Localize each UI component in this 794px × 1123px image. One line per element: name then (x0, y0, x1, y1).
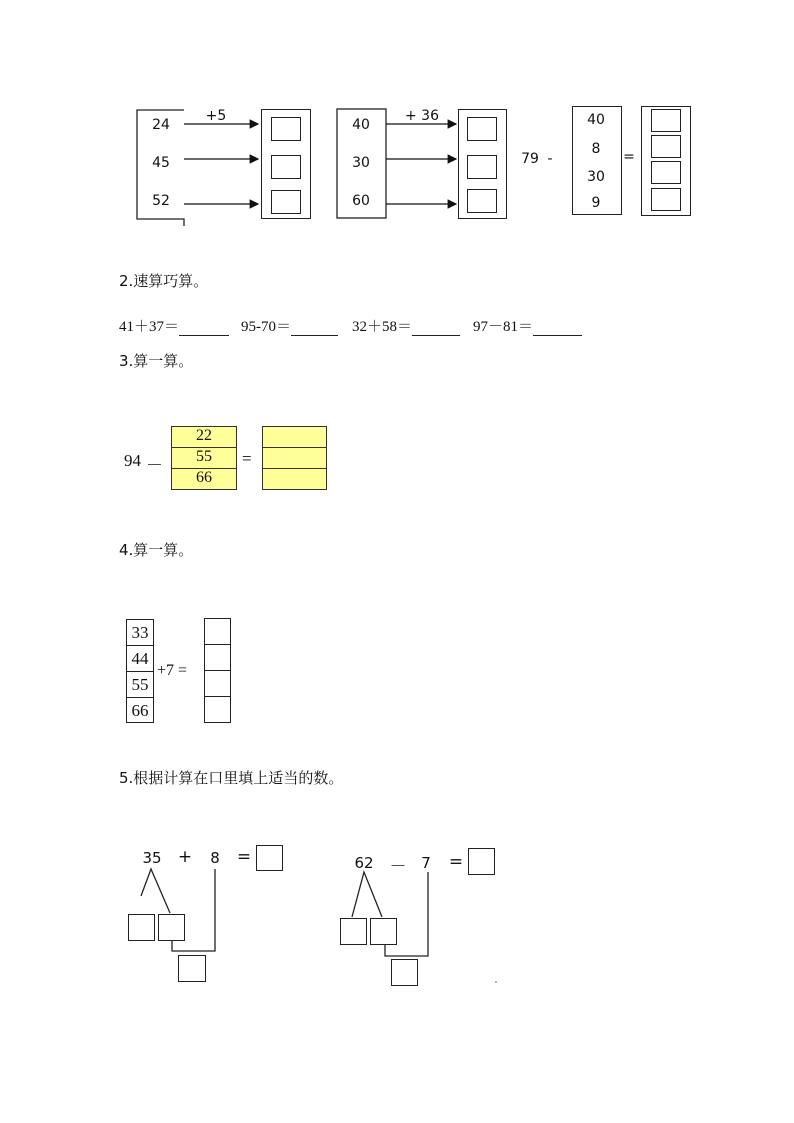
q3-value-cell: 55 (171, 447, 237, 469)
sub-minuend: 79 (521, 151, 539, 167)
sub-subtrahend: 8 (591, 141, 601, 157)
q5-right-subtrahend: 7 (421, 854, 431, 872)
q3-minus-sign: － (146, 456, 163, 475)
sub-subtrahend: 9 (591, 195, 601, 211)
add36-input: 60 (352, 193, 370, 209)
q5-right-minuend: 62 (354, 854, 374, 872)
q4-value-cell: 66 (126, 697, 154, 723)
answer-box[interactable] (340, 918, 367, 945)
answer-box[interactable] (158, 914, 185, 941)
q5-right-operator: － (389, 857, 407, 877)
add5-input: 45 (152, 155, 170, 171)
q5-left-operator: + (177, 847, 193, 867)
q4-operator: +7 = (157, 662, 188, 679)
sub-subtrahend: 40 (587, 112, 605, 128)
add36-operator: + 36 (405, 108, 439, 124)
sub-equals-sign: = (623, 149, 635, 165)
answer-box[interactable] (391, 959, 418, 986)
answer-box[interactable] (468, 848, 495, 875)
add5-operator: +5 (205, 108, 227, 124)
q2-expression: 32＋58＝ (352, 319, 413, 335)
q3-equals-sign: = (242, 449, 252, 468)
q4-value-cell: 55 (126, 671, 154, 698)
answer-box[interactable] (128, 914, 155, 941)
add36-input: 30 (352, 155, 370, 171)
q5-left-equals: = (236, 847, 252, 867)
sub-subtrahend: 30 (587, 169, 605, 185)
q2-expression: 95-70＝ (241, 319, 291, 335)
q5-heading: 5.根据计算在口里填上适当的数。 (119, 769, 344, 787)
q2-expression: 97－81＝ (473, 319, 534, 335)
q2-heading: 2.速算巧算。 (119, 272, 209, 290)
q4-value-cell: 44 (126, 645, 154, 672)
answer-box[interactable] (178, 955, 206, 982)
q4-value-cell: 33 (126, 619, 154, 646)
q5-left-addend: 35 (142, 849, 162, 867)
q3-heading: 3.算一算。 (119, 352, 194, 370)
sub-minus-sign: - (547, 151, 553, 167)
add36-input: 40 (352, 117, 370, 133)
q3-value-cell: 22 (171, 426, 237, 448)
q4-heading: 4.算一算。 (119, 541, 194, 559)
answer-box[interactable] (370, 918, 397, 945)
q5-left-addend: 8 (210, 849, 220, 867)
q2-expression: 41＋37＝ (119, 319, 180, 335)
answer-box[interactable] (256, 845, 283, 871)
q5-right-equals: = (448, 852, 464, 872)
q3-value-cell: 66 (171, 468, 237, 490)
add5-input: 52 (152, 193, 170, 209)
q3-minuend: 94 (124, 451, 141, 470)
add5-input: 24 (152, 117, 170, 133)
